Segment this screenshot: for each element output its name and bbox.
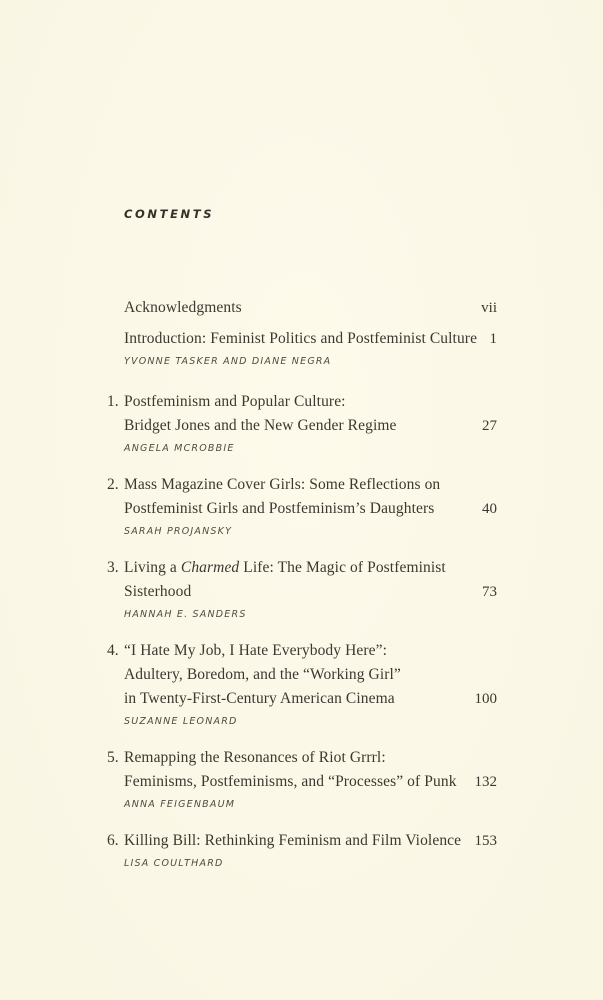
title-line [124,414,497,438]
title-line [124,473,497,497]
title-segment: Life: The Magic of Postfeminist [239,559,446,576]
chapter-number: 1. [107,393,119,410]
authors-line: SARAH PROJANSKY [124,526,233,537]
authors-line: SUZANNE LEONARD [124,716,238,727]
authors-line: YVONNE TASKER AND DIANE NEGRA [124,356,332,367]
title-line [124,296,497,320]
authors-line: LISA COULTHARD [124,858,224,869]
toc-entry-chapter-6 [107,829,497,870]
title-line [124,770,497,794]
title-line [124,829,497,853]
title-line [124,687,497,711]
entry-title: Bridget Jones and the New Gender Regime [124,417,397,434]
table-of-contents [107,207,497,888]
entry-title: Adultery, Boredom, and the “Working Girl” [124,666,401,683]
authors-line: HANNAH E. SANDERS [124,609,247,620]
authors-line: ANNA FEIGENBAUM [124,799,236,810]
page-number: 27 [482,418,497,434]
chapter-number: 4. [107,642,119,659]
toc-entry-chapter-2 [107,473,497,538]
chapter-number: 3. [107,559,119,576]
entry-title: Remapping the Resonances of Riot Grrrl: [124,749,386,766]
title-line [124,390,497,414]
title-line [124,746,497,770]
toc-entry-chapter-3 [107,556,497,621]
entry-title: Introduction: Feminist Politics and Postfeminist Culture [124,330,478,347]
toc-entry-chapter-5 [107,746,497,811]
page-number: 1 [489,331,497,347]
toc-entry-acknowledgments [124,296,497,320]
entry-title: Postfeminism and Popular Culture: [124,393,346,410]
entry-title: Acknowledgments [124,299,242,316]
contents-header: CONTENTS [124,207,215,221]
chapter-number: 6. [107,832,119,849]
entry-title: in Twenty-First-Century American Cinema [124,690,395,707]
entry-title: Mass Magazine Cover Girls: Some Reflections on [124,476,441,493]
authors-line: ANGELA MCROBBIE [124,443,235,454]
page-number: 100 [474,691,497,707]
title-line [124,663,497,687]
entry-title: Postfeminist Girls and Postfeminism’s Daughters [124,500,435,517]
entry-title [124,556,446,580]
entry-title: Sisterhood [124,583,192,600]
title-line [124,497,497,521]
page-number: 132 [474,774,497,790]
title-line [124,327,497,351]
toc-entry-introduction [124,327,497,368]
page-number: 40 [482,501,497,517]
title-segment: Living a [124,559,181,576]
toc-entry-chapter-4 [107,639,497,728]
chapter-number: 5. [107,749,119,766]
title-segment-italic: Charmed [180,559,240,576]
title-line [124,639,497,663]
title-line [124,556,497,580]
entry-title: Killing Bill: Rethinking Feminism and Film Violence [124,832,462,849]
entry-title: Feminisms, Postfeminisms, and “Processes” of Punk [124,773,457,790]
toc-entry-chapter-1 [107,390,497,455]
chapter-number: 2. [107,476,119,493]
page-number: 153 [474,833,497,849]
entry-title: “I Hate My Job, I Hate Everybody Here”: [124,642,387,659]
title-line [124,580,497,604]
page-number: 73 [482,584,497,600]
page-number: vii [481,300,497,316]
